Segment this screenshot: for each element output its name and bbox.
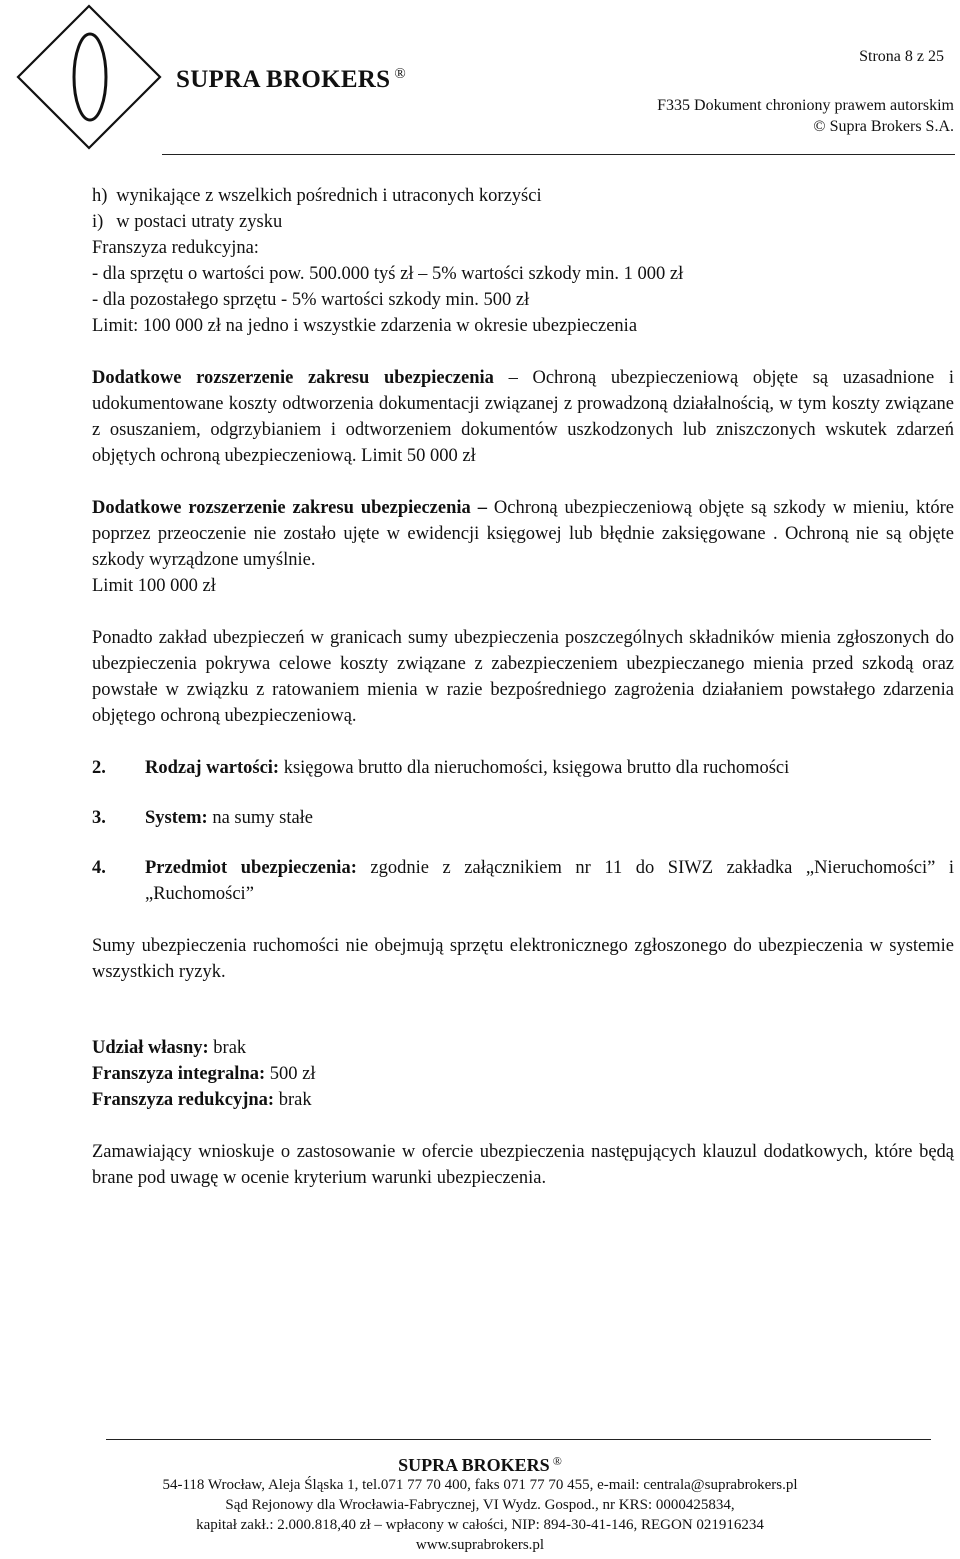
extension-limit: Limit 100 000 zł bbox=[92, 576, 216, 596]
franszyza-redukcyjna: Franszyza redukcyjna: brak bbox=[92, 1090, 312, 1110]
footer-brand-text: SUPRA BROKERS bbox=[398, 1455, 550, 1475]
limit-line: Limit: 100 000 zł na jedno i wszystkie zdarzenia w okresie ubezpieczenia bbox=[92, 316, 638, 336]
numbered-item-3: 3. System: na sumy stałe bbox=[92, 808, 314, 828]
footer-divider bbox=[106, 1439, 931, 1440]
extension-paragraph-2: Dodatkowe rozszerzenie zakresu ubezpieczenia – Ochroną ubezpieczeniową objęte są szkody w mieniu, które poprzez przeoczenie nie zostało ujęte w ewidencji księgowej lub błędnie zaksięgowane . Ochroną nie są objęte szkody wyrządzone umyślnie. bbox=[92, 498, 954, 570]
page-number: Strona 8 z 25 bbox=[859, 48, 944, 65]
zamawiajacy-paragraph: Zamawiający wnioskuje o zastosowanie w ofercie ubezpieczenia następujących klauzul dodatkowych, które będą brane pod uwagę w ocenie kryterium warunki ubezpieczenia. bbox=[92, 1142, 954, 1188]
franszyza-line: - dla sprzętu o wartości pow. 500.000 tyś zł – 5% wartości szkody min. 1 000 zł bbox=[92, 264, 684, 284]
supra-brokers-logo bbox=[14, 2, 164, 152]
extension-paragraph-1: Dodatkowe rozszerzenie zakresu ubezpieczenia – Ochroną ubezpieczeniową objęte są uzasadnione i udokumentowane koszty odtworzenia dokumentacji związanej z prowadzoną działalnością, w tym koszty związane z osuszaniem, odgrzybianiem i odtworzeniem dokumentów uszkodzonych lub zniszczonych wskutek zdarzeń objętych ochroną ubezpieczeniową. Limit 50 000 zł bbox=[92, 368, 954, 466]
franszyza-integralna: Franszyza integralna: 500 zł bbox=[92, 1064, 316, 1084]
footer-court: Sąd Rejonowy dla Wrocławia-Fabrycznej, VI Wydz. Gospod., nr KRS: 0000425834, bbox=[225, 1497, 735, 1513]
footer-capital: kapitał zakł.: 2.000.818,40 zł – wpłacony w całości, NIP: 894-30-41-146, REGON 021916234 bbox=[196, 1517, 764, 1533]
footer-address: 54-118 Wrocław, Aleja Śląska 1, tel.071 77 70 400, faks 071 77 70 455, e-mail: centrala@suprabrokers.pl bbox=[162, 1477, 798, 1493]
header-divider bbox=[162, 154, 955, 155]
footer-registered-mark: ® bbox=[552, 1454, 562, 1468]
header-brand-text: SUPRA BROKERS bbox=[176, 66, 391, 93]
list-item: h) wynikające z wszelkich pośrednich i utraconych korzyści bbox=[92, 186, 542, 206]
sumy-paragraph: Sumy ubezpieczenia ruchomości nie obejmują sprzętu elektronicznego zgłoszonego do ubezpieczenia w systemie wszystkich ryzyk. bbox=[92, 936, 954, 982]
list-item: i) w postaci utraty zysku bbox=[92, 212, 283, 232]
numbered-item-2: 2. Rodzaj wartości: księgowa brutto dla nieruchomości, księgowa brutto dla ruchomości bbox=[92, 758, 790, 778]
header-brand bbox=[176, 66, 406, 94]
document-label: F335 Dokument chroniony prawem autorskim bbox=[657, 97, 954, 114]
registered-mark: ® bbox=[394, 66, 407, 82]
udzial-wlasny: Udział własny: brak bbox=[92, 1038, 247, 1058]
ponadto-paragraph: Ponadto zakład ubezpieczeń w granicach sumy ubezpieczenia poszczególnych składników mienia zgłoszonych do ubezpieczenia pokrywa celowe koszty związane z zabezpieczeniem ubezpieczanego mienia przed szkodą oraz powstałe w związku z ratowaniem mienia w razie bezpośredniego zagrożenia działaniem powstałego zdarzenia objętego ochroną ubezpieczeniową. bbox=[92, 628, 954, 726]
franszyza-line: - dla pozostałego sprzętu - 5% wartości szkody min. 500 zł bbox=[92, 290, 530, 310]
footer-website-link[interactable]: www.suprabrokers.pl bbox=[415, 1537, 545, 1553]
franszyza-heading: Franszyza redukcyjna: bbox=[92, 238, 259, 258]
copyright-notice: © Supra Brokers S.A. bbox=[813, 118, 954, 135]
footer-brand bbox=[0, 1454, 960, 1476]
document-body bbox=[92, 183, 954, 1191]
numbered-item-4: 4. Przedmiot ubezpieczenia: zgodnie z załącznikiem nr 11 do SIWZ zakładka „Nieruchomości” i „Ruchomości” bbox=[92, 858, 955, 904]
